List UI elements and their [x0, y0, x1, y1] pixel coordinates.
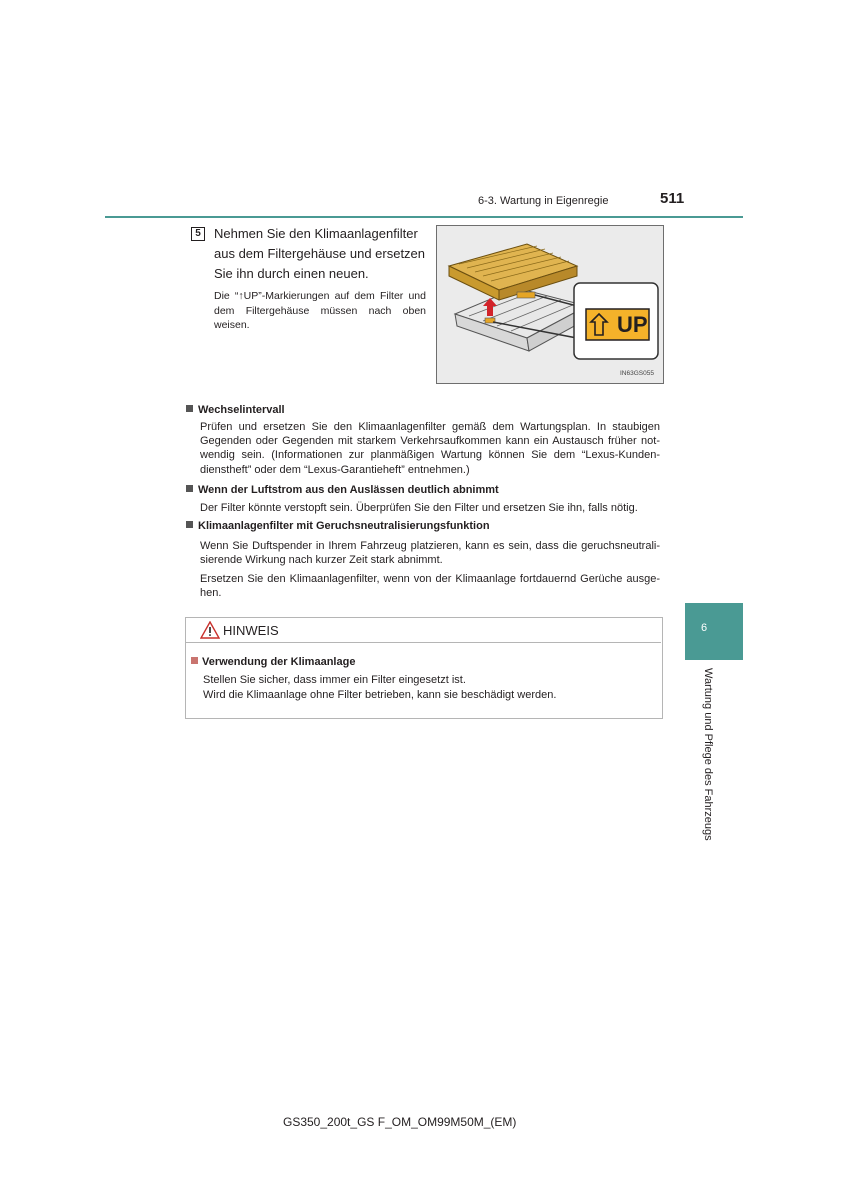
section-heading-text: Wenn der Luftstrom aus den Auslässen deutlich abnimmt — [198, 484, 499, 496]
document-code: GS350_200t_GS F_OM_OM99M50M_(EM) — [283, 1115, 517, 1129]
bullet-square — [186, 405, 193, 412]
section-heading — [186, 404, 285, 416]
up-label: UP — [617, 312, 648, 337]
figure-code: IN63GS055 — [620, 370, 654, 377]
step-instruction — [214, 224, 429, 284]
section-heading — [186, 484, 499, 496]
section-paragraph: Ersetzen Sie den Klimaanlagenfilter, wenn von der Klimaanlage fortdauernd Gerüche ausge-hen. — [200, 573, 660, 600]
step-line: Sie ihn durch einen neuen. — [214, 266, 369, 281]
bullet-square — [186, 485, 193, 492]
warning-triangle-icon — [200, 621, 220, 639]
notice-subheading — [191, 656, 355, 668]
step-number: 5 — [191, 227, 205, 241]
chapter-number: 6 — [700, 622, 708, 634]
step-note: Die “↑UP”-Markierungen auf dem Filter und dem Filtergehäuse müssen nach oben weisen. — [214, 290, 426, 331]
section-heading-text: Wechselintervall — [198, 404, 285, 416]
section-paragraph: Wenn Sie Duftspender in Ihrem Fahrzeug platzieren, kann es sein, dass die geruchsneutrali-sierende Wirkung nach kurzer Zeit stark abnimmt. — [200, 540, 660, 567]
notice-title: HINWEIS — [223, 623, 279, 638]
section-paragraph: Der Filter könnte verstopft sein. Überprüfen Sie den Filter und ersetzen Sie ihn, falls nötig. — [200, 502, 638, 514]
filter-illustration — [436, 225, 664, 384]
step-line: Nehmen Sie den Klimaanlagenfilter — [214, 226, 418, 241]
notice-line: Stellen Sie sicher, dass immer ein Filter eingesetzt ist. — [203, 674, 466, 686]
step-line: aus dem Filtergehäuse und ersetzen — [214, 246, 426, 261]
header-rule — [105, 216, 743, 218]
section-heading-text: Klimaanlagenfilter mit Geruchsneutralisierungsfunktion — [198, 520, 490, 532]
bullet-square — [191, 657, 198, 664]
bullet-square — [186, 521, 193, 528]
notice-line: Wird die Klimaanlage ohne Filter betrieben, kann sie beschädigt werden. — [203, 689, 557, 701]
page-number: 511 — [660, 190, 685, 207]
section-paragraph: Prüfen und ersetzen Sie den Klimaanlagenfilter gemäß dem Wartungsplan. In staubigen Gegenden oder Gegenden mit starkem Verkehrsaufkommen kann ein Austausch früher not-wendig sein. (Informationen zur planmäßigen Wartung können Sie dem “Lexus-Kunden-dienstheft” oder dem “Lexus-Garantieheft” entnehmen.) — [200, 421, 660, 476]
section-title: 6-3. Wartung in Eigenregie — [478, 195, 609, 207]
filter-drawing — [437, 226, 663, 383]
chapter-title: Wartung und Pflege des Fahrzeugs — [702, 668, 714, 841]
section-heading — [186, 520, 490, 532]
notice-subheading-text: Verwendung der Klimaanlage — [202, 656, 356, 668]
